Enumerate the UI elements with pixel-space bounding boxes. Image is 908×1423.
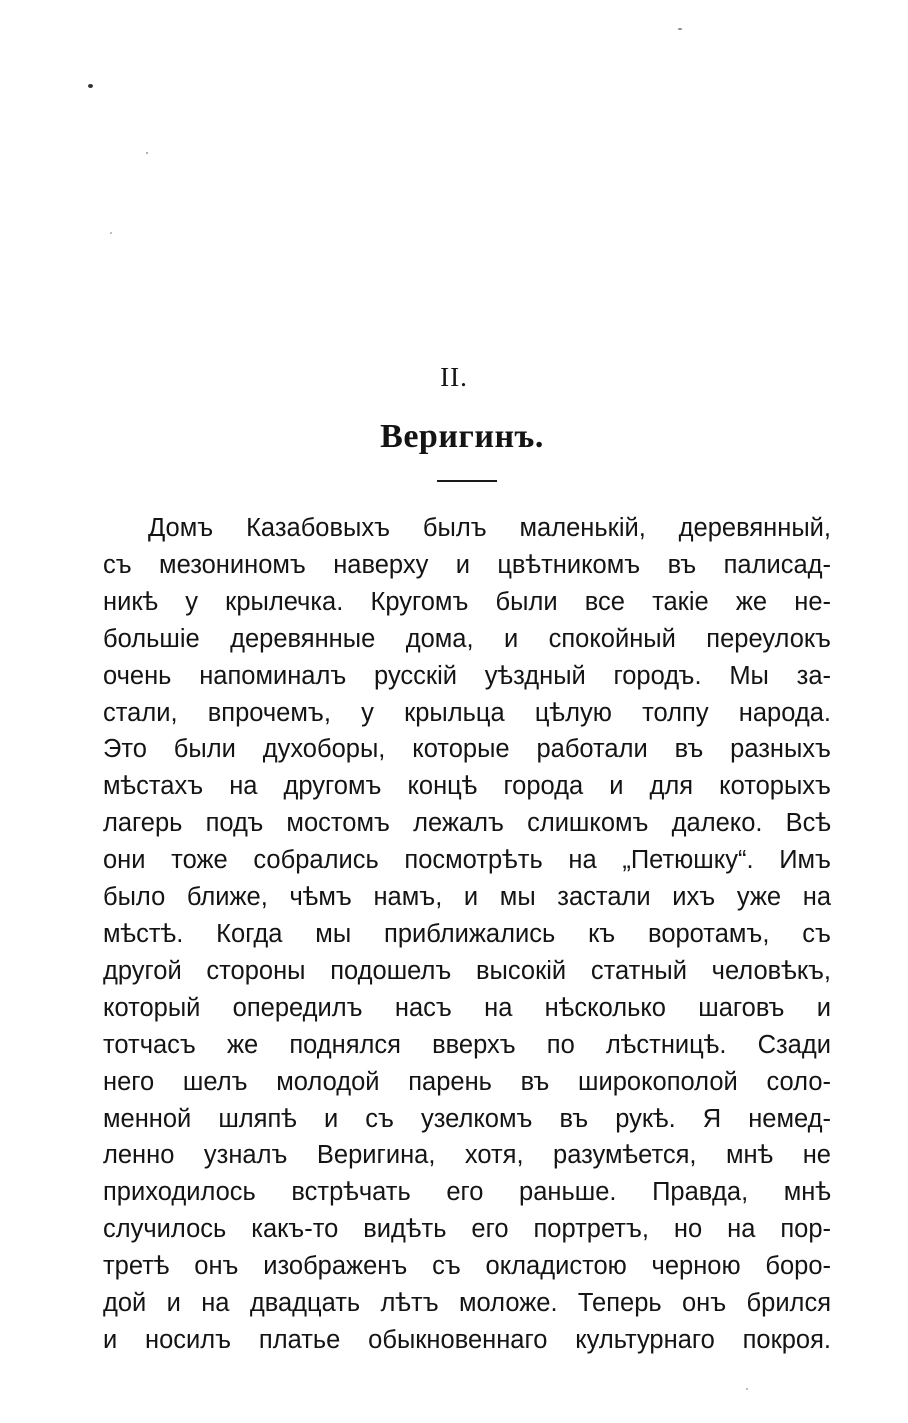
text-line: случилось какъ-то видѣть его портретъ, но на пор- — [103, 1215, 831, 1244]
text-line: мѣстѣ. Когда мы приближались къ воротамъ, съ — [103, 919, 831, 948]
text-line: который опередилъ насъ на нѣсколько шаговъ и — [103, 993, 831, 1022]
text-line: ленно узналъ Веригина, хотя, разумѣется, мнѣ не — [103, 1141, 831, 1170]
text-line: него шелъ молодой парень въ широкополой соло- — [103, 1067, 831, 1096]
text-line: было ближе, чѣмъ намъ, и мы застали ихъ уже на — [103, 883, 831, 912]
text-line: они тоже собрались посмотрѣть на „Петюшку“. Имъ — [103, 846, 831, 875]
text-line: никѣ у крылечка. Кругомъ были все такіе же не- — [103, 587, 831, 616]
text-line: Это были духоборы, которые работали въ разныхъ — [103, 735, 831, 764]
ink-speck — [746, 1388, 748, 1390]
chapter-number: II. — [440, 362, 468, 392]
text-line: мѣстахъ на другомъ концѣ города и для которыхъ — [103, 772, 831, 801]
title-divider — [437, 480, 497, 482]
text-line: приходилось встрѣчать его раньше. Правда, мнѣ — [103, 1178, 831, 1207]
text-line: менной шляпѣ и съ узелкомъ въ рукѣ. Я немед- — [103, 1104, 831, 1133]
ink-speck — [146, 152, 148, 154]
text-line: большіе деревянные дома, и спокойный переулокъ — [103, 624, 831, 653]
text-line: другой стороны подошелъ высокій статный человѣкъ, — [103, 956, 831, 985]
ink-speck — [678, 28, 682, 30]
text-line: тотчасъ же поднялся вверхъ по лѣстницѣ. Сзади — [103, 1030, 831, 1059]
text-line: лагерь подъ мостомъ лежалъ слишкомъ далеко. Всѣ — [103, 809, 831, 838]
text-line: дой и на двадцать лѣтъ моложе. Теперь онъ брился — [103, 1289, 831, 1318]
text-line: третѣ онъ изображенъ съ окладистою черною боро- — [103, 1252, 831, 1281]
chapter-title: Веригинъ. — [380, 418, 544, 455]
text-line: стали, впрочемъ, у крыльца цѣлую толпу народа. — [103, 698, 831, 727]
text-line: съ мезониномъ наверху и цвѣтникомъ въ палисад- — [103, 550, 831, 579]
text-line: очень напоминалъ русскій уѣздный городъ. Мы за- — [103, 661, 831, 690]
text-line: и носилъ платье обыкновеннаго культурнаго покроя. — [103, 1325, 831, 1354]
chapter-body — [103, 510, 831, 1359]
ink-speck — [110, 232, 112, 234]
text-line: Домъ Казабовыхъ былъ маленькій, деревянный, — [148, 514, 831, 542]
ink-speck — [88, 84, 93, 88]
